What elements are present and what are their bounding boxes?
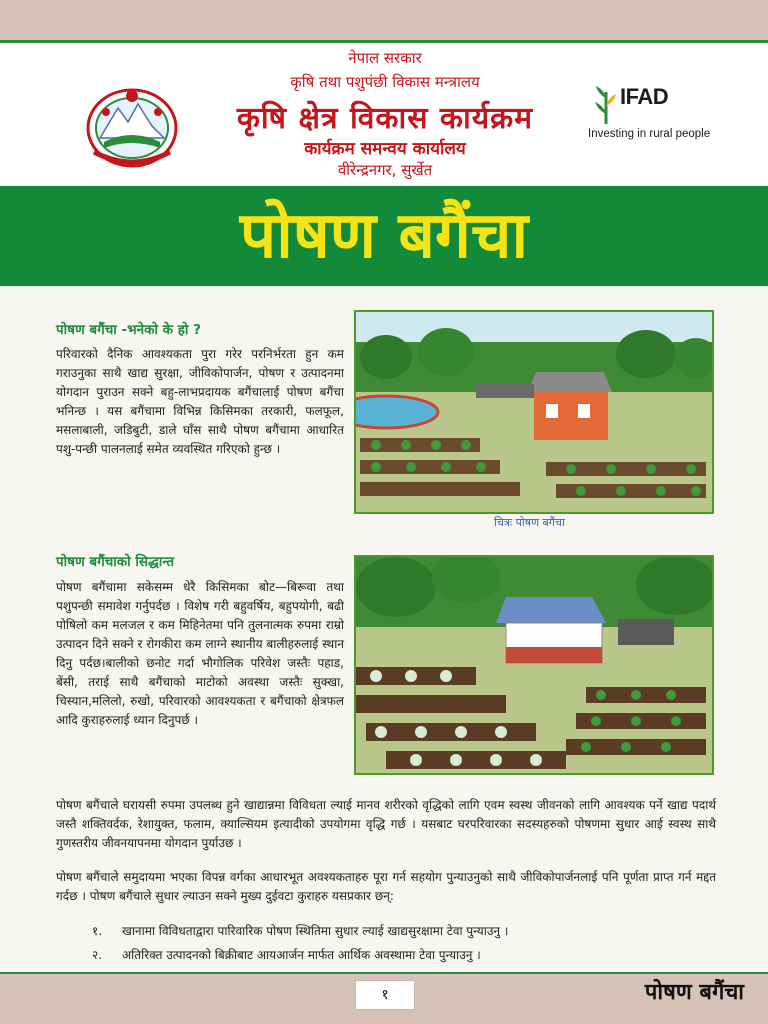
- ifad-name: IFAD: [620, 84, 669, 109]
- ifad-wheat-icon: [592, 84, 620, 124]
- body-paragraph-2: पोषण बगैंचाले समुदायमा भएका विपन्न वर्गका आधारभूत अवश्यकताहरु पूरा गर्न सहयोग पुन्याउनुको साथै जीविकोपार्जनलाई पनि पूर्णता प्राप्त गर्न मद्दत गर्दछ । पोषण बगैंचाले सुधार ल्याउन सक्ने मुख्य दुईवटा कुराहरु यसप्रकार छन्:: [56, 870, 716, 903]
- list-item-text: खानामा विविधताद्वारा पारिवारिक पोषण स्थितिमा सुधार ल्याई खाद्यसुरक्षामा टेवा पुन्याउनु ।: [122, 924, 509, 938]
- body-paragraph-1: पोषण बगैंचाले घरायसी रुपमा उपलब्ध हुने खाद्यान्नमा विविधता ल्याई मानव शरीरको वृद्धिको लागि एवम स्वस्थ जीवनको लागि आवश्यक पर्ने खाद्य पदार्थ जस्तै शक्तिवर्दक, रेशायुक्त, फलाम, क्याल्सियम इत्यादीको उपयोगमा वृद्धि गर्छ । यसबाट घरपरिवारका सदस्यहरुको पोषणमा सुधार आई स्वस्थ साथै गुणस्तरीय जीवनयापनमा योगदान पुर्याउछ ।: [56, 798, 716, 850]
- section2-text: पोषण बगैंचामा सकेसम्म धेरै किसिमका बोट—बिरूवा तथा पशुपन्छी समावेश गर्नुपर्दछ । विशेष गरी बहुवर्षिय, बहुपयोगी, बढी पोषिलो कम मलजल र कम मिहिनेतमा पनि तुलनात्मक रुपमा राम्रो उत्पादन दिने सक्ने र रोगकीरा कम लाग्ने स्थानीय बालीहरुलाई स्थान दिनु पर्दछ।बालीको छनोट गर्दा भौगोलिक परिवेश जस्तैः पहाड, बेंसी, तराई साथै बगैंचाको माटोको अवस्था जस्तैः सुक्खा, चिस्यान,मलिलो, रुखो, परिवारको आवश्यकता र बगैंचाको क्षेत्रफल आदि कुराहरुलाई ध्यान दिनुपर्छ ।: [56, 580, 344, 727]
- title-band: [0, 186, 768, 286]
- program-name: कृषि क्षेत्र विकास कार्यक्रम: [236, 101, 534, 136]
- list-item: [92, 922, 508, 939]
- office-location: वीरेन्द्रनगर, सुर्खेत: [337, 161, 433, 179]
- top-strip: [0, 0, 768, 40]
- page-number: १: [355, 980, 415, 1010]
- footer-title: पोषण बगैंचा: [644, 980, 744, 1005]
- gov-name: नेपाल सरकार: [348, 49, 422, 67]
- garden-illustration-1: [354, 310, 714, 514]
- ifad-tagline: Investing in rural people: [588, 128, 711, 140]
- page-title: पोषण बगैंचा: [239, 199, 529, 273]
- office-name: कार्यक्रम समन्वय कार्यालय: [304, 139, 466, 159]
- section1-text: परिवारको दैनिक आवश्यकता पुरा गरेर परनिर्भरता हुन कम गराउनुका साथै खाद्य सुरक्षा, जीविकोपार्जन, पोषण र उत्पादनमा योगदान पुराउन सक्ने बहु-लाभप्रदायक बगैंचालाई पोषण बगैंचा भनिन्छ । यस बगैंचामा विभिन्न किसिमका तरकारी, फलफूल, मसलाबाली, जडिबुटी, डाले घाँस साथै पोषण बगैंचामा आधारित पशु-पन्छी पालनलाई समेत व्यवस्थित गरिएको हुन्छ ।: [56, 347, 344, 456]
- list-item: [92, 946, 481, 963]
- ifad-logo: [588, 82, 718, 148]
- nepal-emblem-icon: [84, 82, 180, 168]
- garden-illustration-2: [354, 555, 714, 775]
- section2-heading: पोषण बगैंचाको सिद्धान्त: [56, 554, 175, 570]
- list-item-number: २.: [92, 948, 103, 962]
- list-item-text: अतिरिक्त उत्पादनको बिक्रीबाट आयआर्जन मार्फत आर्थिक अवस्थामा टेवा पुन्याउनु ।: [122, 948, 481, 962]
- ministry-name: कृषि तथा पशुपंछी विकास मन्त्रालय: [290, 73, 480, 91]
- illustration-caption: चित्रः पोषण बगैंचा: [494, 516, 565, 529]
- list-item-number: १.: [92, 924, 103, 938]
- section1-heading: पोषण बगैंचा -भनेको के हो ?: [56, 322, 201, 338]
